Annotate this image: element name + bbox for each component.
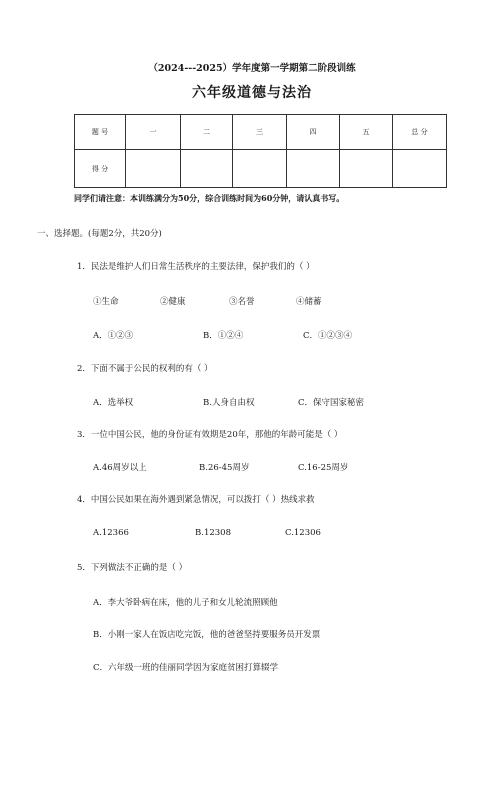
- score-table-cell: 一: [126, 115, 181, 150]
- score-entry-cell[interactable]: [287, 150, 340, 188]
- answer-option[interactable]: A．①②③: [93, 331, 134, 341]
- answer-option[interactable]: C．六年级一班的佳丽同学因为家庭贫困打算辍学: [93, 663, 279, 673]
- question-item: ④储蓄: [296, 297, 322, 307]
- answer-option[interactable]: A．李大爷卧病在床，他的儿子和女儿轮流照顾他: [93, 598, 278, 608]
- score-entry-cell[interactable]: [393, 150, 447, 188]
- answer-option[interactable]: C.12306: [285, 528, 321, 538]
- question-item: ①生命: [93, 297, 119, 307]
- score-table-cell: 四: [287, 115, 340, 150]
- score-table-cell: 三: [233, 115, 287, 150]
- score-table-cell: 得 分: [75, 150, 126, 188]
- score-entry-cell[interactable]: [233, 150, 287, 188]
- answer-option[interactable]: A.46周岁以上: [93, 463, 147, 473]
- answer-option[interactable]: C．①②③④: [303, 331, 353, 341]
- answer-option[interactable]: C.16-25周岁: [298, 463, 349, 473]
- score-table-cell: 五: [340, 115, 393, 150]
- score-table-score-row: [75, 150, 447, 188]
- score-table-header-row: [75, 115, 447, 150]
- answer-option[interactable]: A．选举权: [93, 398, 134, 408]
- answer-option[interactable]: B．小刚一家人在饭店吃完饭，他的爸爸坚持要服务员开发票: [93, 630, 321, 640]
- question-item: ③名誉: [229, 297, 255, 307]
- question-stem: 4．中国公民如果在海外遇到紧急情况，可以拨打（ ）热线求救: [77, 495, 315, 505]
- question-stem: 2．下面不属于公民的权利的有（ ）: [77, 364, 213, 374]
- answer-option[interactable]: B．①②④: [203, 331, 244, 341]
- answer-option[interactable]: B.26-45周岁: [199, 463, 250, 473]
- answer-option[interactable]: B.12308: [195, 528, 231, 538]
- score-table-cell: 题 号: [75, 115, 126, 150]
- score-table: [74, 114, 447, 188]
- answer-option[interactable]: B.人身自由权: [203, 398, 255, 408]
- question-stem: 3．一位中国公民，他的身份证有效期是20年，那他的年龄可能是（ ）: [77, 430, 343, 440]
- exam-header: （2024---2025）学年度第一学期第二阶段训练: [148, 63, 356, 74]
- answer-option[interactable]: A.12366: [93, 528, 129, 538]
- score-table-cell: 总 分: [393, 115, 447, 150]
- exam-title: 六年级道德与法治: [192, 85, 312, 101]
- section-heading: 一、选择题。(每题2分，共20分): [37, 229, 162, 239]
- score-table-cell: 二: [181, 115, 233, 150]
- question-item: ②健康: [160, 297, 186, 307]
- score-entry-cell[interactable]: [126, 150, 181, 188]
- question-stem: 1．民法是维护人们日常生活秩序的主要法律，保护我们的（ ）: [77, 262, 315, 272]
- score-entry-cell[interactable]: [340, 150, 393, 188]
- exam-notice: 同学们请注意：本训练满分为50分，综合训练时间为60分钟，请认真书写。: [74, 193, 345, 203]
- question-stem: 5．下列做法不正确的是（ ）: [77, 563, 188, 573]
- score-entry-cell[interactable]: [181, 150, 233, 188]
- answer-option[interactable]: C．保守国家秘密: [298, 398, 365, 408]
